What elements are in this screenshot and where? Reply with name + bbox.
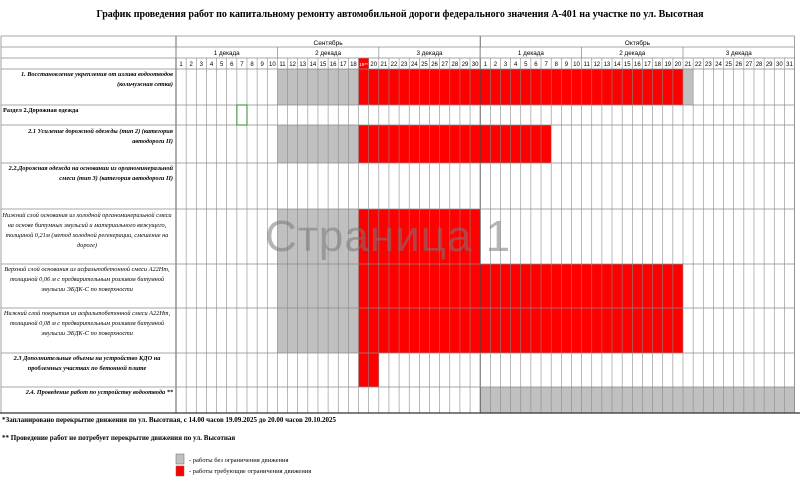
month-label: Сентябрь [313,40,343,47]
day-number: 2 [189,62,193,68]
day-number: 4 [209,62,214,68]
day-number: 10 [268,62,276,68]
day-number: 1 [483,62,487,68]
day-number: 31 [786,62,793,68]
day-number: 23 [400,62,408,68]
day-number: 22 [390,62,398,68]
row-label-restoration: 1. Восстановление укрепления от излива водоотводов (кольчужная сетка) [20,71,173,88]
day-number: 14 [309,62,317,68]
day-number: 3 [199,62,204,68]
legend-gray-swatch [176,454,184,464]
day-number: 28 [755,62,763,68]
gray-bar [683,69,693,105]
day-number: 30 [471,62,479,68]
day-number: 18 [350,62,357,68]
day-number: 6 [534,62,538,68]
legend-red-swatch [176,466,184,476]
day-number: 19 [664,62,672,68]
day-number: 18 [654,62,661,68]
day-number: 21 [380,62,388,68]
day-number: 3 [503,62,508,68]
day-number: 12 [289,62,296,68]
day-number: 7 [240,62,244,68]
day-number: 5 [524,62,528,68]
decade-label: 1 декада [517,50,544,57]
legend-red-label: - работы требующие ограничения движения [189,468,312,475]
row-label-section2: Раздел 2.Дорожная одежда [3,107,79,114]
note-closure: *Запланировано перекрытие движения по ул. Высотная, с 14.00 часов 19.09.2025 до 20.00 часов 20.10.2025 [2,416,336,424]
day-number: 10 [573,62,580,68]
month-label: Октябрь [624,40,650,47]
day-number: 15 [623,62,631,68]
decade-label: 1 декада [213,50,240,57]
row-label-upper-base: Верхний слой основания из асфальтобетонной смеси А22Нт, толщиной 0,06 м с предварительным розливом битумной эмульсии ЭБДК-С по поверхности [4,266,170,293]
decade-label: 2 декада [315,50,342,57]
day-number: 17 [644,62,651,68]
day-number: 13 [603,62,611,68]
day-number: 25 [725,62,732,68]
day-number: 27 [745,62,753,68]
day-number: 16 [329,62,337,68]
day-number: 9 [260,62,264,68]
day-number: 16 [634,62,641,68]
day-number: 29 [461,62,469,68]
decade-label: 3 декада [725,50,752,57]
selected-cell [237,105,247,125]
day-number: 21 [684,62,692,68]
row-label-2-3: 2.3 Дополнительные объемы на устройство КДО на проблемных участках по бетонной плите [13,355,161,372]
day-number: 2 [493,62,498,68]
day-number: 12 [593,62,601,68]
watermark: Страница 1 [265,212,512,261]
day-number: 6 [230,62,234,68]
day-number: 24 [410,62,418,68]
day-number: 11 [583,62,590,68]
day-number: 8 [250,62,254,68]
day-number: 26 [431,62,438,68]
decade-label: 3 декада [416,50,443,57]
day-number: 1 [179,62,183,68]
day-number: 19** [359,62,368,67]
day-number: 7 [544,62,548,68]
decade-label: 2 декада [619,50,646,57]
note-no-closure: ** Проведение работ не потребует перекрытие движения по ул. Высотная [2,434,236,442]
day-number: 15 [319,62,327,68]
day-number: 30 [775,62,783,68]
gray-bar [480,387,794,413]
row-label-lower-base: Нижний слой основания из холодной органоминеральной смеси на основе битумных эмульсий и материального вяжущего, толщиной 0,21м (метод холодной регенерации, смешение на дороге) [2,212,172,249]
legend-gray-label: - работы без ограничения движения [189,457,289,464]
day-number: 22 [694,62,702,68]
day-number: 8 [554,62,558,68]
day-number: 14 [613,62,621,68]
day-number: 23 [705,62,712,68]
day-number: 27 [441,62,449,68]
day-number: 24 [715,62,722,68]
day-number: 11 [279,62,286,68]
red-bar [359,125,552,163]
row-label-2-1: 2.1 Усиление дорожной одежды (тип 2) (категория автодороги II) [28,128,173,145]
day-number: 25 [421,62,428,68]
day-number: 28 [451,62,459,68]
day-number: 13 [299,62,307,68]
page-title: График проведения работ по капитальному ремонту автомобильной дороги федерального значения А-401 на участке по ул. Высотная [96,9,704,20]
day-number: 4 [514,62,518,68]
day-number: 17 [339,62,347,68]
day-number: 26 [735,62,743,68]
day-number: 29 [765,62,773,68]
day-number: 20 [370,62,378,68]
day-number: 5 [219,62,224,68]
day-number: 20 [674,62,682,68]
row-label-2-2: 2.2.Дорожная одежда на основании из органоминеральной смеси (тип 3) (категория автодороги II) [8,165,173,182]
row-label-2-4: 2.4. Проведение работ по устройству водоотвода ** [25,389,173,396]
day-number: 9 [564,62,569,68]
row-label-lower-cover: Нижний слой покрытия из асфальтобетонной смеси А22Нт, толщиной 0,08 м с предварительным розливом битумной эмульсии ЭБДК-С по поверхности [3,310,171,337]
